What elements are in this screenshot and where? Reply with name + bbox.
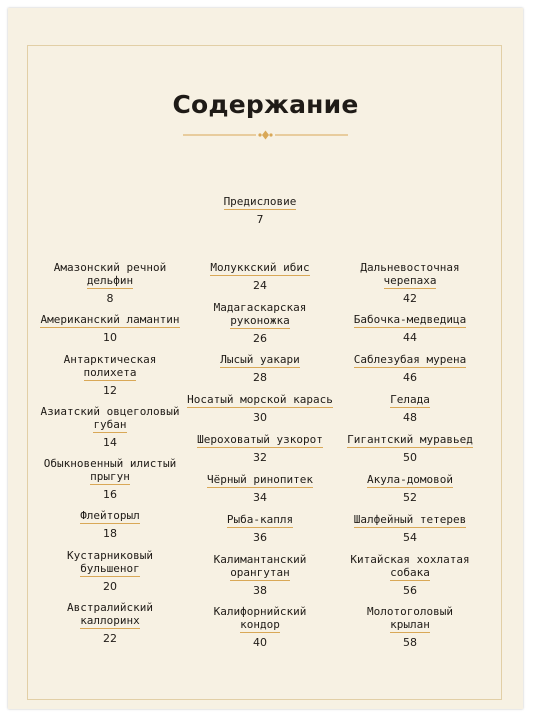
toc-entry-title-line: черепаха [383, 274, 437, 287]
toc-entry[interactable] [35, 353, 185, 397]
toc-entry[interactable] [185, 393, 335, 424]
toc-entry-title-line: полихета [83, 366, 137, 379]
toc-page-number: 32 [253, 451, 267, 464]
toc-entry-title-line: Азиатский овцеголовый [40, 405, 180, 418]
toc-entry[interactable] [335, 353, 485, 384]
toc-entry[interactable] [335, 473, 485, 504]
toc-entry-title-line: крылан [390, 618, 430, 631]
title-ornament-icon [178, 129, 353, 141]
toc-entry[interactable] [185, 261, 335, 292]
toc-entry[interactable] [335, 605, 485, 649]
toc-page-number: 14 [103, 436, 117, 449]
toc-entry[interactable] [335, 313, 485, 344]
toc-page-number: 46 [403, 371, 417, 384]
toc-entry-title-line: Гигантский муравьед [347, 433, 473, 446]
toc-page-number: 30 [253, 411, 267, 424]
toc-entry-title-line: Шероховатый узкорот [197, 433, 323, 446]
toc-entry-title-line: Лысый уакари [220, 353, 300, 366]
toc-entry-title-line: собака [390, 566, 430, 579]
toc-page-number: 7 [256, 213, 264, 226]
toc-entry-title-line: Молуккский ибис [210, 261, 310, 274]
toc-entry-title-line: Рыба-капля [226, 513, 294, 526]
toc-entry[interactable] [185, 553, 335, 597]
toc-page-number: 16 [103, 488, 117, 501]
toc-entry-title-line: орангутан [230, 566, 290, 579]
toc-entry[interactable] [335, 393, 485, 424]
toc-page-number: 44 [403, 331, 417, 344]
toc-entry[interactable] [35, 601, 185, 645]
toc-entry-title-line: Бабочка-медведица [353, 313, 467, 326]
toc-entry[interactable] [185, 433, 335, 464]
toc-entry-title-line: Гелада [390, 393, 430, 406]
toc-entry-title-line: Калифорнийский [213, 605, 307, 618]
toc-entry-title-line: дельфин [86, 274, 134, 287]
toc-entry-title-line: Акула-домовой [366, 473, 454, 486]
toc-entry[interactable] [35, 457, 185, 501]
toc-page-number: 18 [103, 527, 117, 540]
toc-entry[interactable] [335, 261, 485, 305]
toc-entry-title-line: Американский ламантин [40, 313, 180, 326]
toc-entry-title-line: Кустарниковый [66, 549, 154, 562]
toc-page-number: 42 [403, 292, 417, 305]
toc-entry[interactable] [185, 513, 335, 544]
toc-page-number: 38 [253, 584, 267, 597]
toc-entry-title-line: каллоринх [80, 614, 140, 627]
page-title: Содержание [172, 90, 359, 119]
toc-page-number: 54 [403, 531, 417, 544]
toc-entry[interactable] [35, 261, 185, 305]
toc-page-number: 48 [403, 411, 417, 424]
toc-page-number: 50 [403, 451, 417, 464]
toc-entry[interactable] [185, 473, 335, 504]
toc-page-number: 34 [253, 491, 267, 504]
toc-entry-title-line: Предисловие [223, 195, 297, 208]
toc-entry[interactable] [35, 509, 185, 540]
toc-entry-preface[interactable] [185, 195, 335, 226]
toc-entry[interactable] [335, 433, 485, 464]
toc-entry-title-line: Обыкновенный илистый [43, 457, 177, 470]
toc-entry[interactable] [35, 405, 185, 449]
toc-entry-title-line: Флейторыл [80, 509, 140, 522]
toc-entry-title-line: бульшеног [80, 562, 140, 575]
toc-page-number: 56 [403, 584, 417, 597]
toc-entry[interactable] [185, 353, 335, 384]
toc-page-number: 28 [253, 371, 267, 384]
toc-entry[interactable] [185, 301, 335, 345]
toc-entry[interactable] [185, 605, 335, 649]
toc-entry-title-line: Носатый морской карась [187, 393, 333, 406]
toc-page-number: 10 [103, 331, 117, 344]
toc-entry-title-line: Молотоголовый [366, 605, 454, 618]
toc-entry-title-line: Дальневосточная [360, 261, 460, 274]
toc-page-number: 26 [253, 332, 267, 345]
toc-entry-title-line: Шалфейный тетерев [353, 513, 467, 526]
toc-entry[interactable] [35, 549, 185, 593]
toc-entry-title-line: Амазонский речной [53, 261, 167, 274]
toc-page-number: 22 [103, 632, 117, 645]
toc-entry-title-line: Антарктическая [63, 353, 157, 366]
toc-entry-title-line: губан [93, 418, 127, 431]
toc-entry-title-line: Саблезубая мурена [353, 353, 467, 366]
toc-entry-title-line: кондор [240, 618, 280, 631]
toc-entry[interactable] [35, 313, 185, 344]
book-page [8, 8, 523, 709]
toc-entry[interactable] [335, 553, 485, 597]
toc-entry-title-line: Австралийский [66, 601, 154, 614]
toc-page-number: 58 [403, 636, 417, 649]
toc-page-number: 52 [403, 491, 417, 504]
toc-page-number: 12 [103, 384, 117, 397]
toc-entry-title-line: Китайская хохлатая [350, 553, 470, 566]
toc-entry-title-line: прыгун [90, 470, 130, 483]
toc-entry-title-line: Калимантанский [213, 553, 307, 566]
toc-page-number: 8 [106, 292, 114, 305]
toc-entry-title-line: Мадагаскарская [213, 301, 307, 314]
toc-entry[interactable] [335, 513, 485, 544]
toc-page-number: 36 [253, 531, 267, 544]
toc-entry-title-line: Чёрный ринопитек [207, 473, 313, 486]
toc-entry-title-line: руконожка [230, 314, 290, 327]
toc-page-number: 20 [103, 580, 117, 593]
toc-page-number: 40 [253, 636, 267, 649]
toc-page-number: 24 [253, 279, 267, 292]
